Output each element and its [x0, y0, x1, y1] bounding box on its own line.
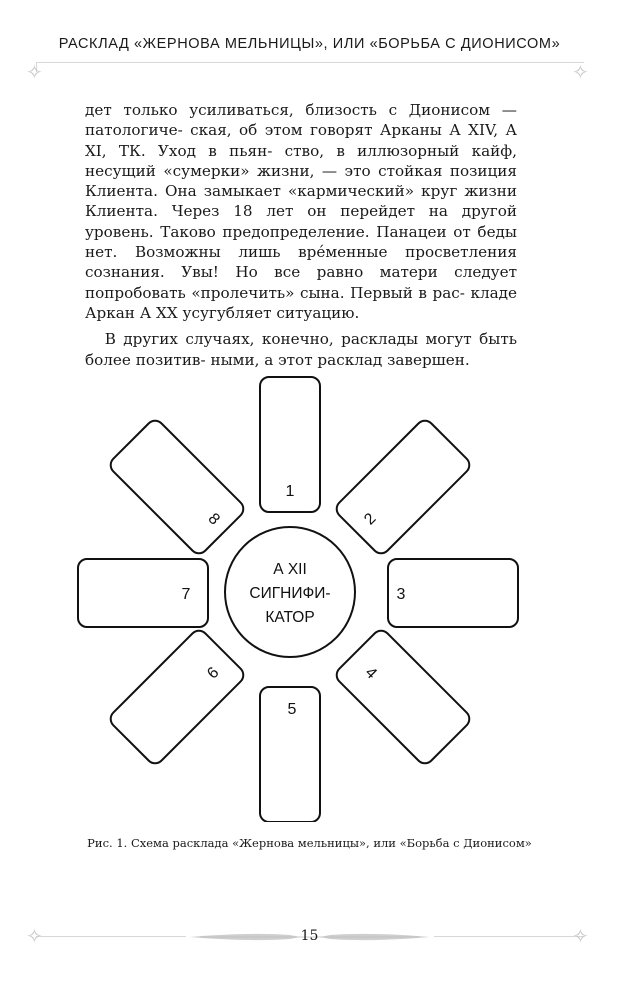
card-label-4: 4	[361, 664, 380, 683]
running-header: РАСКЛАД «ЖЕРНОВА МЕЛЬНИЦЫ», ИЛИ «БОРЬБА С ДИОНИСОМ»	[58, 36, 561, 52]
body-text	[85, 100, 517, 376]
text-line: ными, а этот расклад завершен.	[210, 350, 470, 369]
card-label-3: 3	[396, 586, 406, 603]
card-2	[333, 417, 473, 557]
text-line: кладе Аркан А XX усугубляет ситуацию.	[85, 283, 518, 322]
figure-caption: Рис. 1. Схема расклада «Жернова мельницы», или «Борьба с Дионисом»	[87, 836, 532, 850]
text-line: жизни Клиента. Через 18 лет он перейдет на другой уровень.	[85, 182, 518, 241]
card-label-6: 6	[204, 664, 223, 683]
card-label-7: 7	[181, 586, 191, 603]
footer-rule	[434, 936, 584, 937]
text-line: стойкая позиция Клиента. Она замыкает «кармический» круг	[85, 161, 517, 201]
footer-rule	[36, 936, 186, 937]
card-3	[388, 559, 518, 627]
text-line: дет только усиливаться, близость с Дионисом — патологиче-	[85, 101, 517, 140]
card-4	[333, 627, 473, 767]
corner-star-icon: ✧	[572, 924, 589, 948]
spread-diagram	[60, 362, 560, 822]
text-line: В других случаях, конечно, расклады могут быть более позитив-	[85, 330, 517, 369]
card-label-8: 8	[204, 510, 223, 529]
corner-star-icon: ✧	[26, 60, 43, 84]
corner-star-icon: ✧	[572, 60, 589, 84]
text-line: Таково предопределение. Панацеи от беды нет. Возможны	[85, 222, 517, 262]
card-label-2: 2	[361, 510, 380, 529]
text-line: лишь вре́менные просветления сознания. Увы! Но все равно	[85, 243, 517, 282]
text-line: ская, об этом говорят Арканы А XIV, А XI, ТК. Уход в пьян-	[85, 121, 518, 160]
header-rule-top	[36, 62, 584, 63]
paragraph-1	[85, 100, 517, 323]
card-label-1: 1	[285, 483, 295, 500]
corner-star-icon: ✧	[26, 924, 43, 948]
card-6	[107, 627, 247, 767]
page-number: 15	[300, 928, 319, 944]
card-8	[107, 417, 247, 557]
text-line: матери следует попробовать «пролечить» сына. Первый в рас-	[85, 263, 518, 302]
significator-line-2: СИГНИФИ-	[249, 585, 331, 602]
card-label-5: 5	[287, 701, 297, 718]
significator-line-1: А XII	[273, 561, 307, 578]
text-line: ство, в иллюзорный кайф, несущий «сумерки» жизни, — это	[85, 141, 517, 180]
significator-line-3: КАТОР	[265, 609, 315, 626]
